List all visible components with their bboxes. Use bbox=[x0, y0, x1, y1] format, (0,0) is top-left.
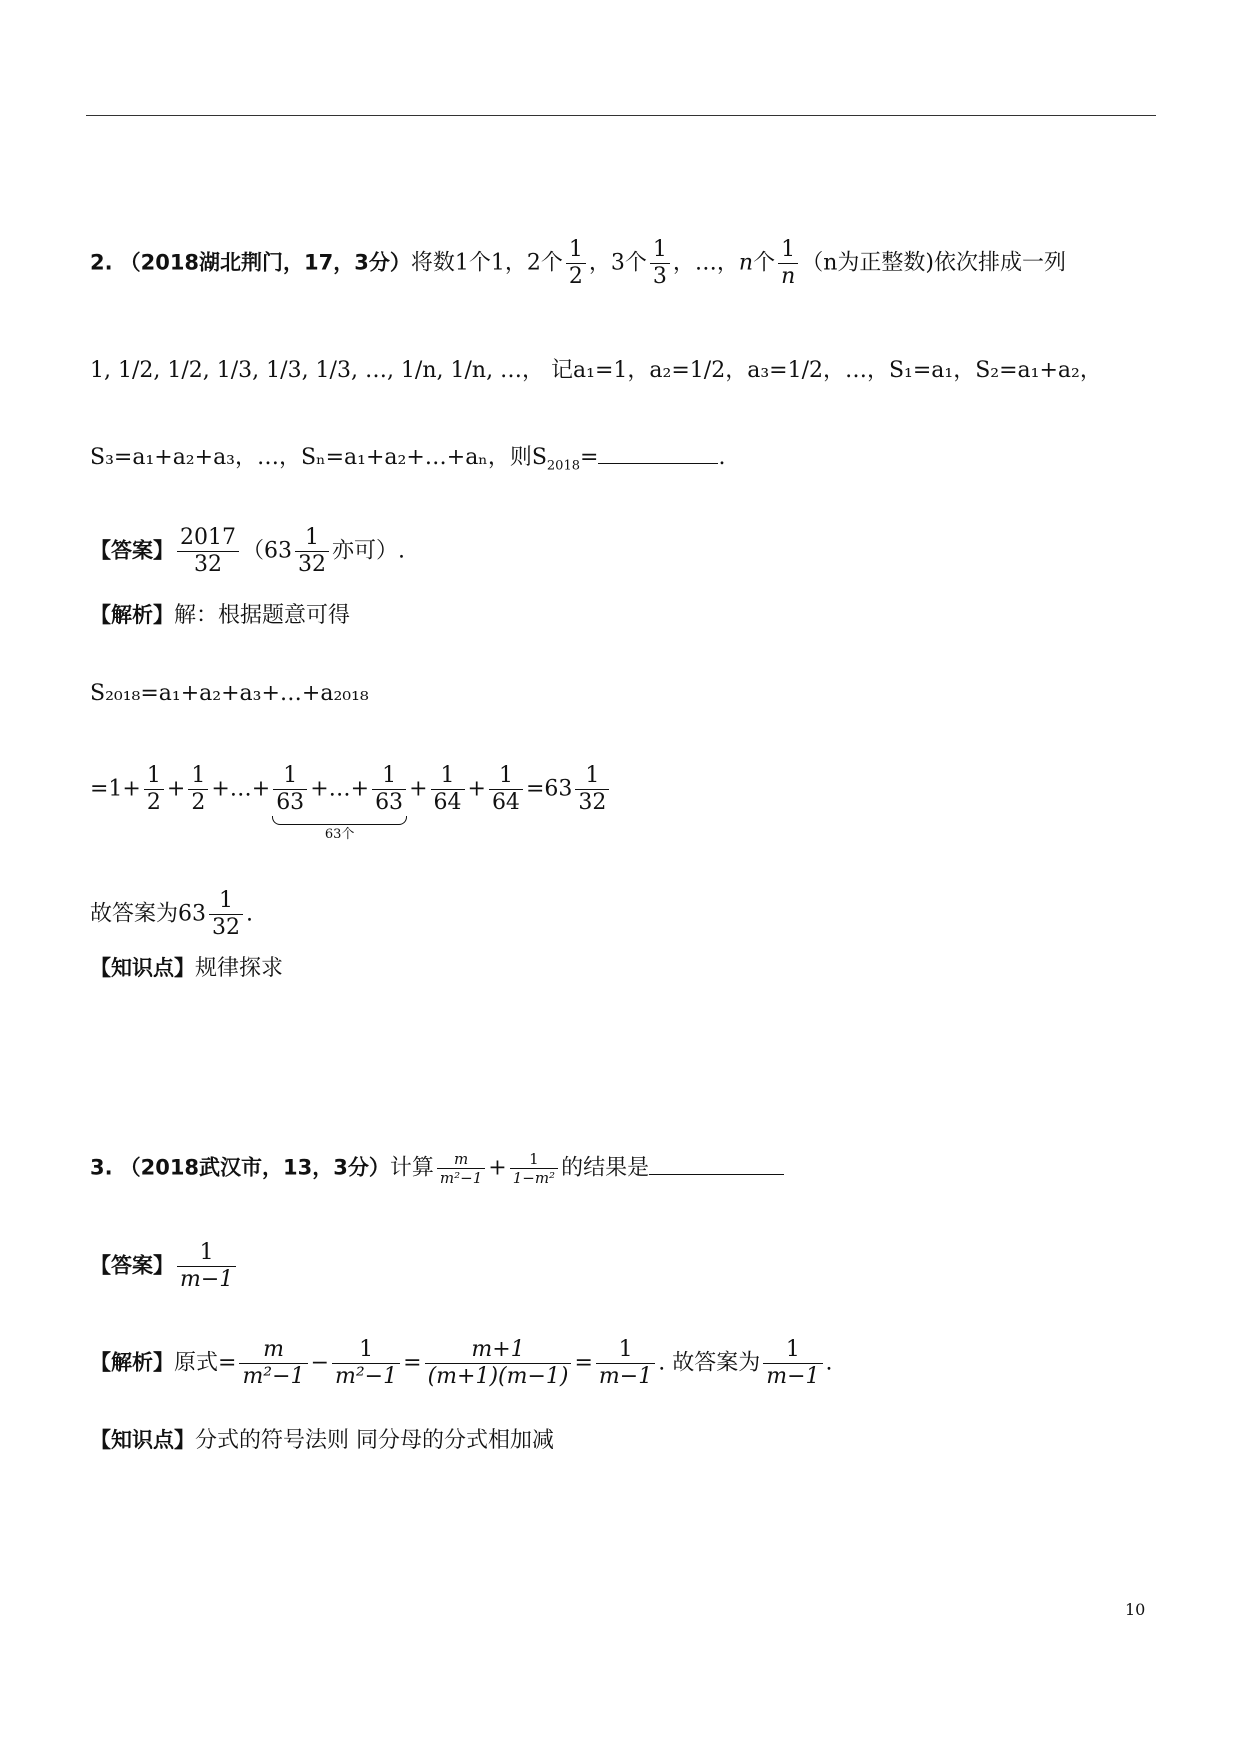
q2-sum-line: S₂₀₁₈=a₁+a₂+a₃+…+a₂₀₁₈ bbox=[90, 681, 369, 706]
fraction: $\frac{1}{32}$ bbox=[295, 525, 329, 578]
fraction: $\frac{1}{3}$ bbox=[650, 237, 670, 290]
kp-label: 【知识点】 bbox=[90, 956, 195, 980]
fraction: $\frac{1}{32}$ bbox=[209, 888, 243, 941]
brace-label: 63个 bbox=[324, 827, 355, 842]
q2-stem: 2. （2018湖北荆门，17，3分）将数1个1，2个 $\frac{1}{2}$ ，3个 $\frac{1}{3}$ ，…，n个 $\frac{1}{n}$ （n为正整数)依次排成一列 bbox=[90, 237, 1067, 289]
fraction: $\frac{1}{2}$ bbox=[188, 763, 208, 816]
header-rule bbox=[86, 115, 1156, 116]
q3-stem: 3. （2018武汉市，13，3分）计算 $\frac{m}{\text{m²−1}}$ + $\frac{1}{\text{1−m²}}$ 的结果是 bbox=[90, 1150, 784, 1187]
fraction: $\frac{1}{32}$ bbox=[575, 763, 609, 816]
q2-source: （2018湖北荆门，17，3分） bbox=[119, 250, 411, 275]
brace-group: $\frac{1}{63}$ +…+ $\frac{1}{63}$ 63个 bbox=[270, 763, 409, 816]
fraction: $\frac{m}{\text{m²−1}}$ bbox=[437, 1150, 485, 1187]
q3-analysis: 【解析】原式= $\frac{m}{\text{m²−1}}$ − $\frac{1}{\text{m²−1}}$ = $\frac{m+1}{(m+1)(m-1)}$ = $\frac{1}{m-1}$ . 故答案为 $\frac{1}{m-1}$ . bbox=[90, 1337, 833, 1389]
q3-answer bbox=[90, 1240, 239, 1293]
fraction: $\frac{1}{64}$ bbox=[489, 763, 523, 816]
answer-blank[interactable] bbox=[649, 1172, 784, 1175]
fraction: $\frac{1}{m-1}$ bbox=[763, 1337, 822, 1390]
fraction: $\frac{m}{\text{m²−1}}$ bbox=[239, 1337, 307, 1390]
page-number: 10 bbox=[1125, 1600, 1146, 1619]
fraction: $\frac{1}{\text{m²−1}}$ bbox=[332, 1337, 400, 1390]
fraction: $\frac{1}{2}$ bbox=[566, 237, 586, 290]
q2-conclusion: 故答案为63 $\frac{1}{32}$ . bbox=[90, 888, 253, 940]
analysis-label: 【解析】 bbox=[90, 1350, 174, 1375]
q2-expansion: =1+ $\frac{1}{2}$ + $\frac{1}{2}$ +…+ $\frac{1}{63}$ +…+ $\frac{1}{63}$ 63个 + $\frac{1}{64}$ + $\frac{1}{64}$ =63 $\frac{1}{32}$ bbox=[90, 763, 612, 816]
fraction: $\frac{1}{64}$ bbox=[431, 763, 465, 816]
answer-fraction: $\frac{2017}{32}$ bbox=[177, 525, 239, 578]
q2-sequence-line: 1, 1/2, 1/2, 1/3, 1/3, 1/3, …, 1/n, 1/n, …， 记a₁=1，a₂=1/2，a₃=1/2，…，S₁=a₁，S₂=a₁+a₂， bbox=[90, 358, 1102, 383]
fraction: $\frac{m+1}{(m+1)(m-1)}$ bbox=[425, 1337, 572, 1390]
answer-fraction: $\frac{1}{m-1}$ bbox=[177, 1240, 236, 1293]
answer-blank[interactable] bbox=[598, 461, 718, 464]
fraction: $\frac{1}{\text{1−m²}}$ bbox=[510, 1150, 558, 1187]
fraction: $\frac{1}{2}$ bbox=[144, 763, 164, 816]
q2-answer: 【答案】 $\frac{2017}{32}$ （63 $\frac{1}{32}$ 亦可）. bbox=[90, 525, 405, 577]
kp-label: 【知识点】 bbox=[90, 1428, 195, 1452]
fraction: $\frac{1}{n}$ bbox=[778, 237, 798, 290]
q2-number: 2. bbox=[90, 250, 113, 275]
fraction: $\frac{1}{m-1}$ bbox=[596, 1337, 655, 1390]
answer-label: 【答案】 bbox=[90, 1253, 174, 1278]
q3-knowledge-point: 【知识点】分式的符号法则 同分母的分式相加减 bbox=[90, 1428, 554, 1453]
q2-sum-definition: S₃=a₁+a₂+a₃，…，Sₙ=a₁+a₂+…+aₙ，则$S_{2018}=$ . bbox=[90, 445, 726, 474]
q3-source: （2018武汉市，13，3分） bbox=[119, 1155, 390, 1180]
q2-analysis: 【解析】解：根据题意可得 bbox=[90, 603, 351, 628]
q3-number: 3. bbox=[90, 1155, 113, 1180]
answer-label: 【答案】 bbox=[90, 538, 174, 563]
q2-knowledge-point: 【知识点】规律探求 bbox=[90, 956, 284, 981]
analysis-label: 【解析】 bbox=[90, 603, 174, 627]
